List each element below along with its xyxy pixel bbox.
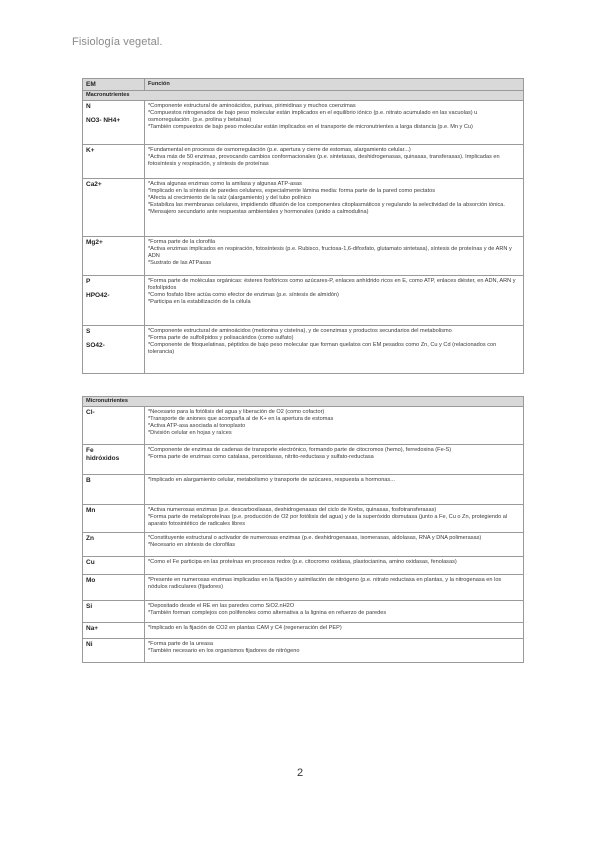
- element-symbol: Ni: [86, 641, 93, 648]
- table-row: [83, 601, 524, 623]
- element-symbol: B: [86, 477, 91, 484]
- element-symbol: Mn: [86, 507, 96, 514]
- element-symbol: Cl-: [86, 409, 95, 416]
- function-cell: [145, 575, 524, 601]
- function-line: *Implicado en la síntesis de paredes celulares, especialmente lámina media: forma parte de la pared como pectatos: [148, 188, 435, 194]
- table-row: [83, 145, 524, 179]
- page-number: 2: [296, 767, 304, 779]
- table-row: [83, 276, 524, 326]
- element-cell: [83, 101, 145, 145]
- element-symbol: K+: [86, 147, 95, 154]
- function-cell: [145, 639, 524, 663]
- function-line: *Componente de fitoquelatinas, péptidos de bajo peso molecular que forman quelatos con EM pesados como Zn, Cu y Cd (relacionados con tolerancia): [148, 342, 497, 355]
- element-cell: [83, 533, 145, 557]
- function-line: *Forma parte de metaloproteínas (p.e. producción de O2 por fotólisis del agua) y de la superóxido dismutasa (junto a Fe, Cu o Zn, protegiendo al aparato fotosintético de radicales libres: [148, 514, 508, 527]
- element-cell: [83, 445, 145, 475]
- function-cell: [145, 407, 524, 445]
- function-line: *Como el Fe participa en las proteínas en procesos redox (p.e. citocromo oxidasa, plastocianina, amino oxidasas, fenolasas): [148, 559, 457, 565]
- function-line: *Activa ATP-asa asociada al tonoplasto: [148, 423, 246, 429]
- function-cell: [145, 601, 524, 623]
- element-symbol: S: [86, 328, 91, 335]
- function-line: *Activa numerosas enzimas (p.e. descarboxilasas, deshidrogenasas del ciclo de Krebs, quinasas, fosfotransferasas): [148, 507, 437, 513]
- function-line: *Afecta al crecimiento de la raíz (alargamiento) y del tubo polínico: [148, 195, 311, 201]
- function-line: *Componente estructural de aminoácidos, purinas, pirimidinas y muchos coenzimas: [148, 103, 356, 109]
- table-row: [83, 505, 524, 533]
- function-line: *Necesario en síntesis de clorofilas: [148, 542, 236, 548]
- function-line: *División celular en hojas y raíces: [148, 430, 232, 436]
- macronutrients-table: [82, 78, 524, 374]
- function-cell: [145, 237, 524, 276]
- element-form: hidróxidos: [86, 455, 120, 462]
- element-cell: [83, 237, 145, 276]
- element-symbol: Ca2+: [86, 181, 102, 188]
- function-line: *Compuestos nitrogenados de bajo peso molecular están implicados en el equilibrio iónico (p.e. nitrato acumulado en las vacuolas) u osmorregulación. (p.e. prolina y betaínas): [148, 110, 478, 123]
- function-line: *Forma parte de la ureasa: [148, 641, 213, 647]
- function-line: *Depositado desde el RE en las paredes como SiO2.nH2O: [148, 603, 295, 609]
- function-cell: [145, 557, 524, 575]
- function-cell: [145, 179, 524, 237]
- function-line: *Participa en la estabilización de la célula: [148, 299, 251, 305]
- element-cell: [83, 475, 145, 505]
- function-cell: [145, 505, 524, 533]
- element-cell: [83, 407, 145, 445]
- function-line: *También compuestos de bajo peso molecular están implicados en el transporte de micronutrientes a larga distancia (p.e. Mn y Cu): [148, 124, 473, 130]
- function-cell: [145, 326, 524, 374]
- column-header-em: EM: [83, 79, 145, 91]
- function-line: *Activa más de 50 enzimas, provocando cambios conformacionales (p.e. sintetasas, deshidrogenasas, quinasas, transferasas). Implicadas en fotosíntesis y respiración, y síntesis de proteínas: [148, 154, 500, 167]
- function-line: *Necesario para la fotólisis del agua y liberación de O2 (como cofactor): [148, 409, 325, 415]
- function-line: *Forma parte de enzimas como catalasa, peroxidasas, nitrito-reductasa y sulfato-reductasa: [148, 454, 374, 460]
- function-cell: [145, 445, 524, 475]
- table-row: [83, 623, 524, 639]
- element-symbol: Si: [86, 603, 93, 610]
- table-row: [83, 326, 524, 374]
- section-title-micronutrients: Micronutrientes: [83, 397, 524, 407]
- section-header-row: [83, 397, 524, 407]
- element-symbol: N: [86, 103, 91, 110]
- element-cell: [83, 623, 145, 639]
- function-line: *Implicado en alargamiento celular, metabolismo y transporte de azúcares, respuesta a hormonas...: [148, 477, 395, 483]
- element-form: NO3- NH4+: [86, 117, 121, 124]
- function-line: *Componente estructural de aminoácidos (metionina y cisteína), y de coenzimas y productos secundarios del metabolismo: [148, 328, 452, 334]
- function-line: *Como fosfato libre actúa como efector de enzimas (p.e. síntesis de almidón): [148, 292, 339, 298]
- function-line: *Transporte de aniones que acompaña al de K+ en la apertura de estomas: [148, 416, 334, 422]
- element-symbol: Cu: [86, 559, 95, 566]
- table-row: [83, 445, 524, 475]
- element-symbol: Na+: [86, 625, 99, 632]
- function-line: *Forma parte de moléculas orgánicas: ésteres fosfóricos como azúcares-P, enlaces anhídrido ricos en E, como ATP, enlaces diéster, en ADN, ARN y fosfolípidos: [148, 278, 516, 291]
- micronutrients-table: [82, 396, 524, 663]
- function-cell: [145, 101, 524, 145]
- table-row: [83, 179, 524, 237]
- element-cell: [83, 557, 145, 575]
- element-cell: [83, 601, 145, 623]
- element-symbol: Mo: [86, 577, 96, 584]
- table-row: [83, 407, 524, 445]
- element-form: SO42-: [86, 342, 105, 349]
- function-line: *También forman complejos con polifenoles como alternativa a la lignina en refuerzo de paredes: [148, 610, 387, 616]
- function-line: *Componente de enzimas de cadenas de transporte electrónico, formando parte de citocromos (hemo), ferredoxina (Fe-S): [148, 447, 452, 453]
- function-line: *Estabiliza las membranas celulares, impidiendo difusión de los componentes citoplasmáticos y regulando la selectividad de la absorción iónica.: [148, 202, 505, 208]
- element-cell: [83, 575, 145, 601]
- section-title-macronutrients: Macronutrientes: [83, 91, 524, 101]
- element-cell: [83, 505, 145, 533]
- function-cell: [145, 623, 524, 639]
- section-header-row: [83, 91, 524, 101]
- table-row: [83, 101, 524, 145]
- table-row: [83, 639, 524, 663]
- function-line: *Forma parte de la clorofila: [148, 239, 216, 245]
- element-cell: [83, 326, 145, 374]
- column-header-function: Función: [145, 79, 524, 91]
- element-cell: [83, 179, 145, 237]
- table-row: [83, 533, 524, 557]
- function-cell: [145, 475, 524, 505]
- function-line: *También necesario en los organismos fijadores de nitrógeno: [148, 648, 300, 654]
- table-row: [83, 575, 524, 601]
- function-line: *Forma parte de sulfolípidos y polisacáridos (como sulfato): [148, 335, 294, 341]
- element-cell: [83, 276, 145, 326]
- function-line: *Constituyente estructural o activador de numerosas enzimas (p.e. deshidrogenasas, isomerasas, aldolasas, RNA y DNA polimerasas): [148, 535, 482, 541]
- function-cell: [145, 276, 524, 326]
- function-line: *Sustrato de las ATPasas: [148, 260, 212, 266]
- function-line: *Implicado en la fijación de CO2 en plantas CAM y C4 (regeneración del PEP): [148, 625, 342, 631]
- element-cell: [83, 145, 145, 179]
- function-line: *Presente en numerosas enzimas implicadas en la fijación y asimilación de nitrógeno (p.e. nitrato reductasa en plantas, y la nitrogenasa en los nódulos radiculares (fijadores): [148, 577, 502, 590]
- table-header-row: [83, 79, 524, 91]
- element-symbol: P: [86, 278, 91, 285]
- table-row: [83, 237, 524, 276]
- function-line: *Activa algunas enzimas como la amilasa y algunas ATP-asas: [148, 181, 302, 187]
- element-symbol: Fe: [86, 447, 94, 454]
- table-row: [83, 475, 524, 505]
- element-symbol: Zn: [86, 535, 94, 542]
- function-line: *Fundamental en procesos de osmorregulación (p.e. apertura y cierre de estomas, alargamiento celular...): [148, 147, 411, 153]
- function-line: *Activa enzimas implicados en respiración, fotosíntesis (p.e. Rubisco, fructosa-1,6-difosfato, glutamato sintetasa), síntesis de proteínas y de ARN y ADN: [148, 246, 512, 259]
- function-cell: [145, 145, 524, 179]
- function-line: *Mensajero secundario ante respuestas ambientales y hormonales (unido a calmodulina): [148, 209, 369, 215]
- function-cell: [145, 533, 524, 557]
- table-row: [83, 557, 524, 575]
- element-cell: [83, 639, 145, 663]
- document-header: Fisiología vegetal.: [72, 36, 163, 48]
- element-form: HPO42-: [86, 292, 110, 299]
- element-symbol: Mg2+: [86, 239, 103, 246]
